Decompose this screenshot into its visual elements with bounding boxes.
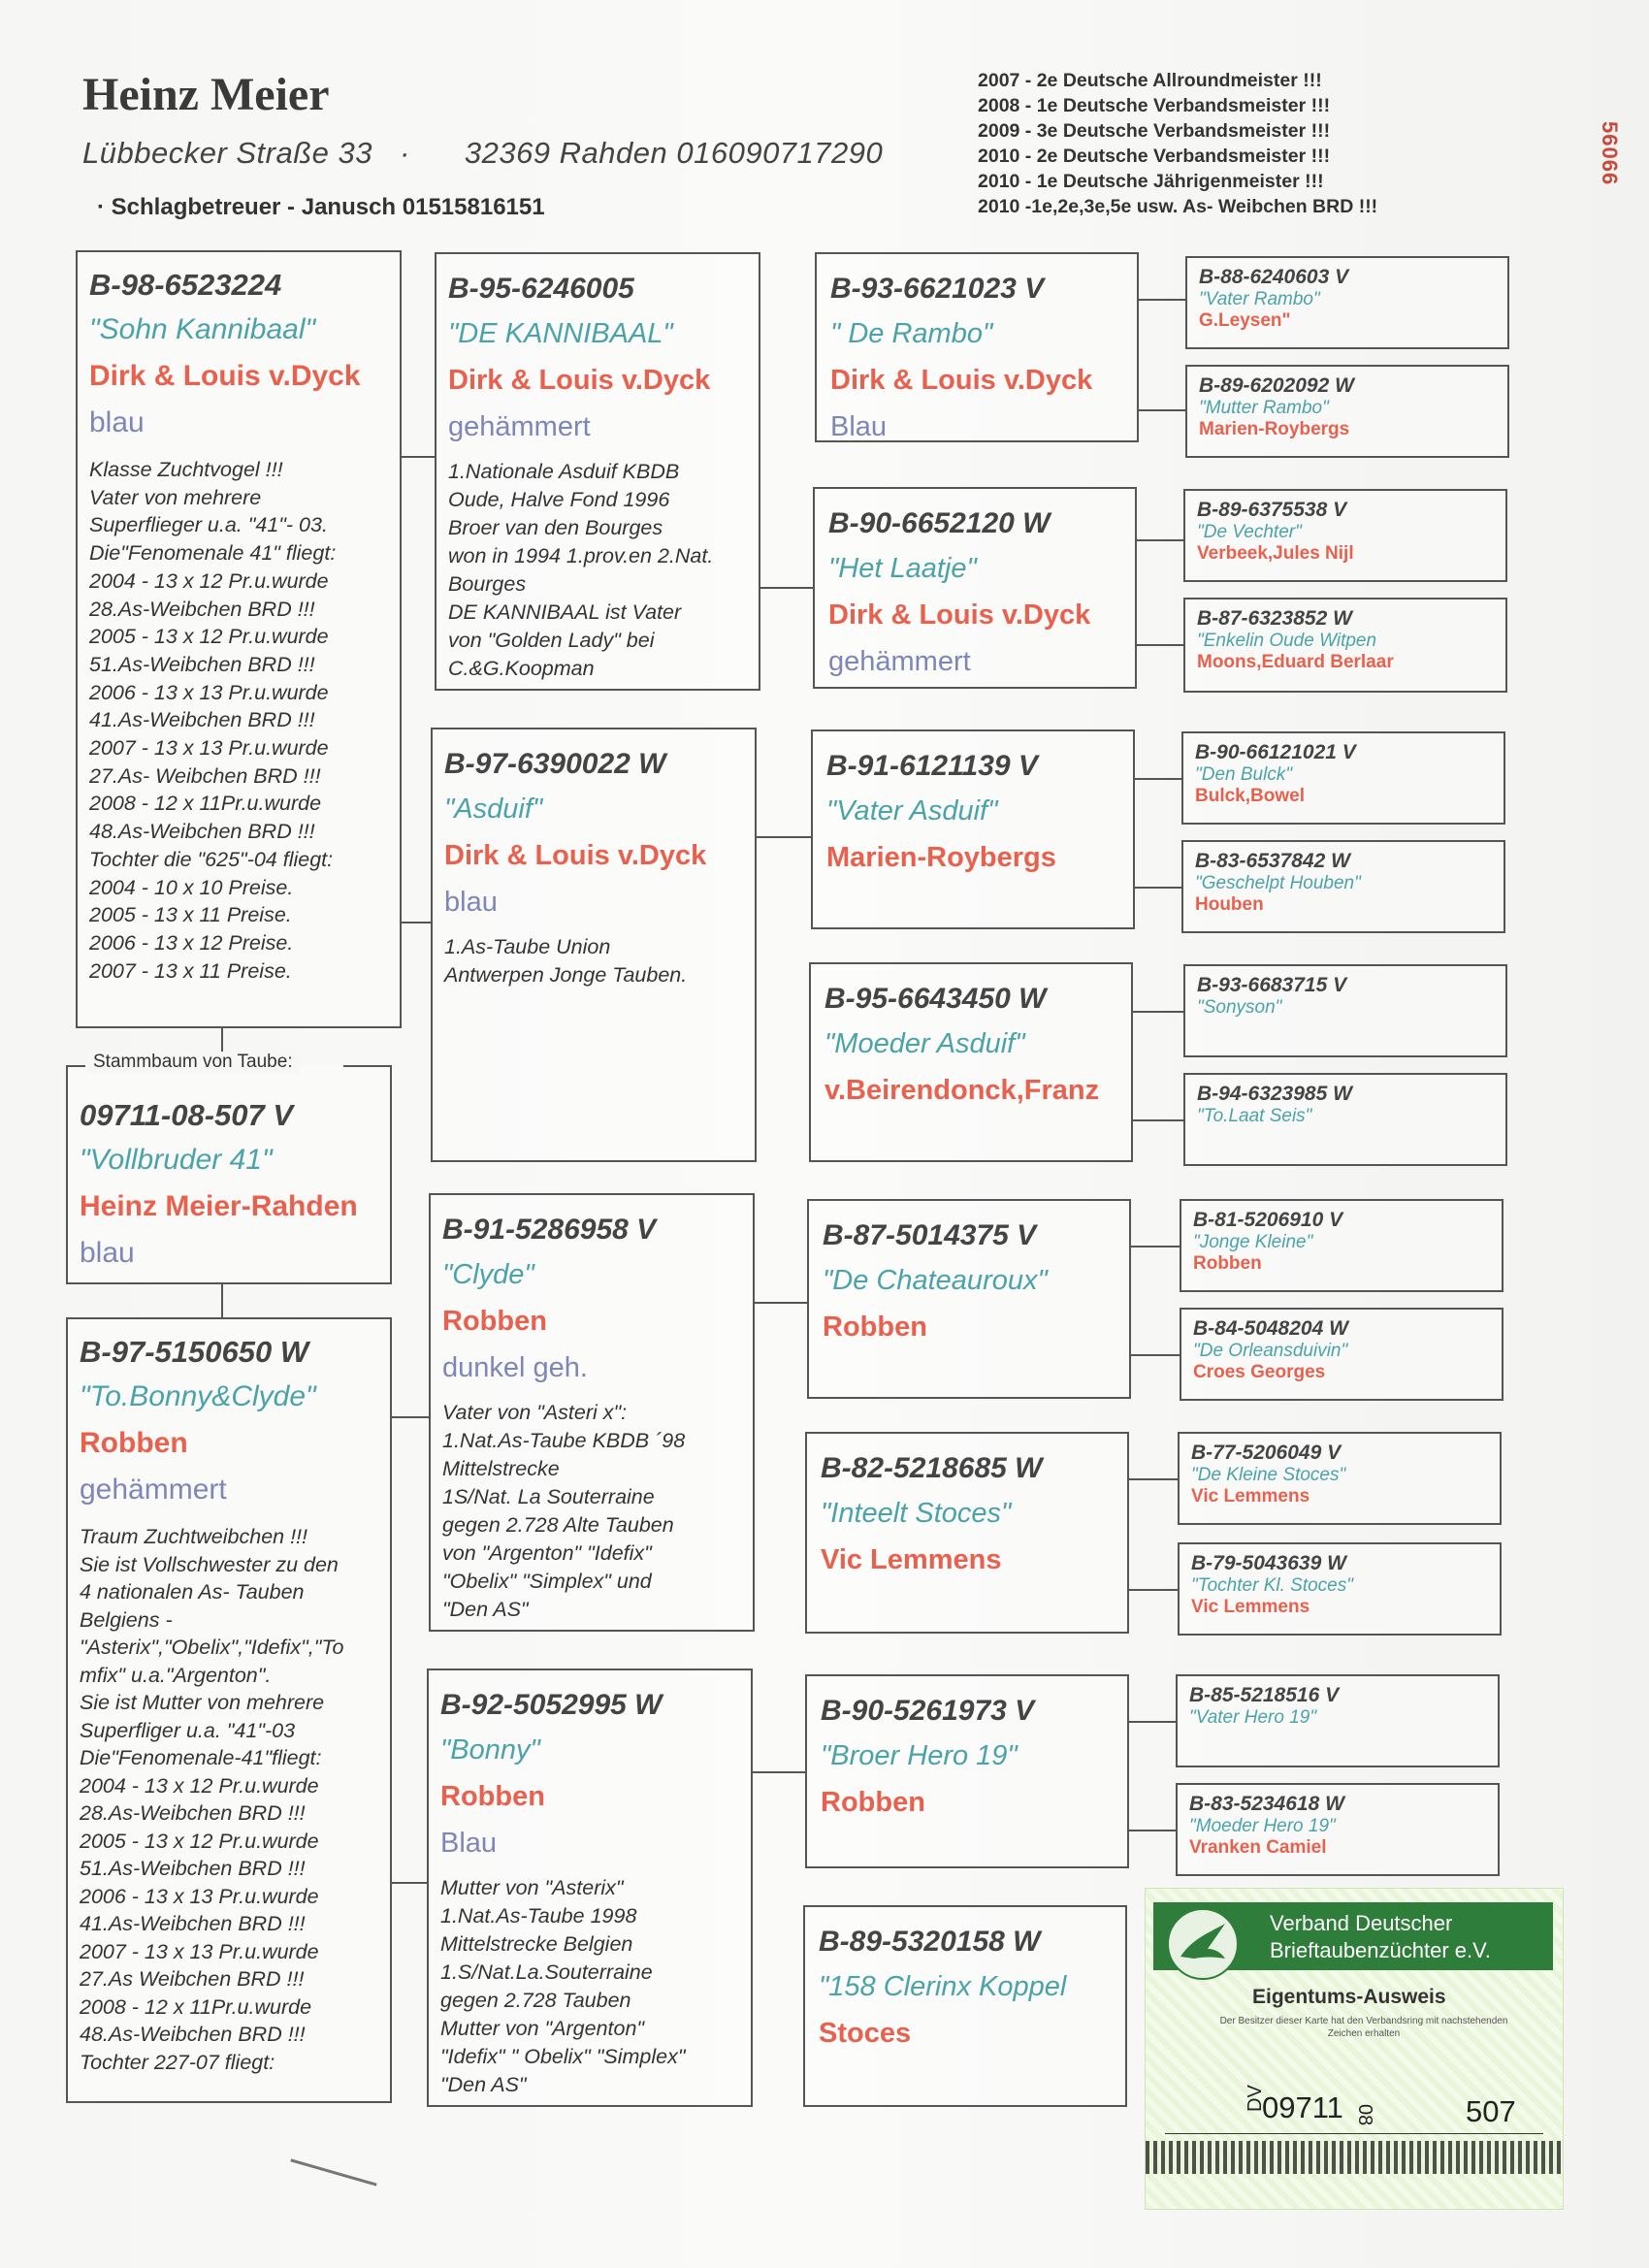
ring-number: B-95-6246005 [448, 273, 634, 305]
breeder: Robben [1193, 1253, 1262, 1274]
subject-name: "Vollbruder 41" [80, 1144, 273, 1176]
note-line: 41.As-Weibchen BRD !!! [89, 708, 315, 732]
grandparent-box [431, 728, 757, 1162]
note-line: 2008 - 12 x 11Pr.u.wurde [89, 792, 322, 816]
note-line: 2005 - 13 x 12 Pr.u.wurde [89, 625, 329, 649]
note-line: Superflieger u.a. "41"- 03. [89, 513, 328, 537]
achievement-item: 2009 - 3e Deutsche Verbandsmeister !!! [978, 120, 1331, 142]
card-title-line: Verband Deutscher [1270, 1911, 1453, 1935]
ring-number: B-91-5286958 V [442, 1214, 657, 1246]
ring-number: B-87-6323852 W [1197, 607, 1352, 630]
ring-number: B-85-5218516 V [1189, 1684, 1340, 1706]
ring-number: B-93-6621023 V [830, 273, 1045, 305]
note-line: 48.As-Weibchen BRD !!! [89, 820, 315, 844]
breeder: Vranken Camiel [1189, 1837, 1327, 1858]
pigeon-name: "To.Laat Seis" [1197, 1106, 1312, 1126]
note-line: 2008 - 12 x 11Pr.u.wurde [80, 1994, 312, 2019]
note-line: 48.As-Weibchen BRD !!! [80, 2023, 306, 2046]
pigeon-color: dunkel geh. [442, 1352, 588, 1383]
note-line: 1.S/Nat.La.Souterraine [440, 1960, 653, 1984]
breeder: Vic Lemmens [1191, 1597, 1310, 1617]
connector-line [1129, 1589, 1178, 1591]
gg-grandparent-box [1178, 1542, 1502, 1636]
father-breeder: Dirk & Louis v.Dyck [89, 360, 361, 392]
connector-line [392, 1416, 429, 1418]
breeder: Dirk & Louis v.Dyck [448, 365, 711, 396]
ring-number: B-89-5320158 W [819, 1926, 1041, 1958]
pigeon-name: "Mutter Rambo" [1199, 398, 1329, 418]
note-line: 1.Nationale Asduif KBDB [448, 460, 680, 483]
gg-grandparent-box [1185, 365, 1509, 458]
breeder: v.Beirendonck,Franz [824, 1075, 1100, 1106]
owner-name: Heinz Meier [82, 69, 330, 120]
card-title [1270, 1910, 1491, 1964]
note-line: Mittelstrecke [442, 1457, 560, 1480]
connector-line [1133, 1011, 1183, 1013]
note-line: 51.As-Weibchen BRD !!! [80, 1857, 306, 1880]
breeder: Stoces [819, 2018, 912, 2049]
pigeon-name: "De Kleine Stoces" [1191, 1465, 1346, 1485]
pigeon-name: "Geschelpt Houben" [1195, 873, 1361, 893]
breeder: Vic Lemmens [1191, 1486, 1310, 1507]
note-line: Tochter die "625"-04 fliegt: [89, 847, 334, 871]
connector-line [1129, 1478, 1178, 1480]
gg-grandparent-box [1183, 598, 1507, 693]
connector-line [1137, 539, 1183, 541]
card-divider [1165, 2133, 1543, 2134]
note-line: "Idefix" " Obelix" "Simplex" [440, 2045, 686, 2068]
ring-number: B-91-6121139 V [826, 750, 1038, 782]
pigeon-notes [440, 1874, 739, 2099]
pigeon-name: "Den Bulck" [1195, 764, 1293, 785]
note-line: Mutter von "Asterix" [440, 1876, 624, 1899]
note-line: 51.As-Weibchen BRD !!! [89, 652, 315, 676]
note-line: Die"Fenomenale 41" fliegt: [89, 541, 337, 566]
breeder: Robben [821, 1787, 925, 1818]
connector-line [1135, 887, 1181, 889]
ring-number: B-89-6375538 V [1197, 499, 1347, 521]
pigeon-name: "DE KANNIBAAL" [448, 318, 673, 349]
note-line: Tochter 227-07 fliegt: [80, 2050, 275, 2074]
connector-line [392, 1882, 427, 1884]
breeder: Croes Georges [1193, 1362, 1326, 1382]
note-line: 2004 - 13 x 12 Pr.u.wurde [80, 1773, 319, 1798]
father-ring: B-98-6523224 [89, 268, 282, 302]
card-dv: DV [1245, 2085, 1266, 2112]
note-line: 2007 - 13 x 11 Preise. [89, 958, 292, 983]
note-line: 1S/Nat. La Souterraine [442, 1485, 655, 1508]
card-fine-print: Der Besitzer dieser Karte hat den Verbandsring mit nachstehenden Zeichen erhalten [1219, 2016, 1508, 2039]
breeder: Houben [1195, 894, 1264, 915]
great-grandparent-box [815, 252, 1139, 442]
breeder: Moons,Eduard Berlaar [1197, 652, 1394, 672]
pigeon-color: Blau [830, 411, 888, 442]
owner-city-phone: 32369 Rahden 016090717290 [464, 136, 884, 170]
father-box [76, 250, 402, 1028]
grandparent-box [427, 1669, 753, 2107]
ring-number: B-95-6643450 W [824, 983, 1047, 1015]
owner-street: Lübbecker Straße 33 [82, 136, 373, 170]
breeder: Robben [440, 1781, 545, 1812]
father-color: blau [89, 406, 145, 438]
note-line: Mutter von "Argenton" [440, 2017, 645, 2040]
pigeon-name: "158 Clerinx Koppel [819, 1971, 1067, 2002]
connector-line [66, 1065, 85, 1067]
connector-line [221, 1284, 223, 1317]
breeder: Verbeek,Jules Nijl [1197, 543, 1354, 564]
pigeon-name: "Vater Rambo" [1199, 289, 1320, 309]
pigeon-notes [442, 1399, 741, 1624]
pigeon-name: "De Chateauroux" [823, 1265, 1048, 1296]
father-name: "Sohn Kannibaal" [89, 313, 316, 345]
breeder: Robben [823, 1312, 927, 1343]
card-security-band [1146, 2141, 1563, 2174]
ring-number: B-90-66121021 V [1195, 741, 1356, 763]
loft-manager: · Schlagbetreuer - Janusch 01515816151 [97, 194, 545, 220]
connector-line [1135, 778, 1181, 780]
note-line: 2004 - 10 x 10 Preise. [89, 875, 294, 899]
breeder: Robben [442, 1306, 547, 1337]
note-line: Traum Zuchtweibchen !!! [80, 1525, 307, 1548]
note-line: Sie ist Vollschwester zu den [80, 1552, 339, 1576]
note-line: Mittelstrecke Belgien [440, 1932, 633, 1956]
pigeon-name: "Sonyson" [1197, 997, 1282, 1018]
achievement-item: 2008 - 1e Deutsche Verbandsmeister !!! [978, 95, 1331, 116]
note-line: 41.As-Weibchen BRD !!! [80, 1912, 306, 1935]
note-line: 28.As-Weibchen BRD !!! [80, 1801, 306, 1825]
note-line: "Asterix","Obelix","Idefix","To [80, 1636, 344, 1659]
pigeon-notes [444, 933, 743, 989]
ring-number: B-94-6323985 W [1197, 1083, 1352, 1105]
grandparent-box [435, 252, 760, 691]
note-line: 1.Nat.As-Taube 1998 [440, 1904, 637, 1928]
note-line: gegen 2.728 Alte Tauben [442, 1513, 674, 1537]
pigeon-name: "Tochter Kl. Stoces" [1191, 1575, 1353, 1596]
ring-number: B-77-5206049 V [1191, 1442, 1342, 1464]
connector-line [753, 1771, 805, 1773]
pigeon-name: "Enkelin Oude Witpen [1197, 631, 1377, 651]
achievement-item: 2007 - 2e Deutsche Allroundmeister !!! [978, 70, 1322, 91]
connector-line [1131, 1246, 1180, 1247]
gg-grandparent-box [1176, 1783, 1500, 1876]
gg-grandparent-box [1183, 1073, 1507, 1166]
subject-breeder: Heinz Meier-Rahden [80, 1190, 358, 1222]
connector-line [1139, 409, 1185, 411]
card-club-number: 09711 [1262, 2090, 1343, 2124]
breeder: Dirk & Louis v.Dyck [828, 599, 1091, 631]
subject-color: blau [80, 1237, 135, 1269]
note-line: "Obelix" "Simplex" und [442, 1570, 652, 1593]
note-line: Antwerpen Jonge Tauben. [444, 963, 688, 987]
note-line: 28.As-Weibchen BRD !!! [89, 597, 315, 621]
connector-line [1129, 1721, 1176, 1723]
gg-grandparent-box [1180, 1308, 1504, 1401]
owner-address [82, 136, 910, 171]
connector-line [755, 1302, 807, 1304]
connector-line [402, 922, 431, 923]
pigeon-name: "Bonny" [440, 1734, 540, 1766]
note-line: Oude, Halve Fond 1996 [448, 488, 670, 511]
ring-number: B-87-5014375 V [823, 1219, 1037, 1251]
note-line: mfix" u.a."Argenton". [80, 1663, 272, 1687]
gg-grandparent-box [1181, 731, 1505, 825]
note-line: 2007 - 13 x 13 Pr.u.wurde [80, 1939, 319, 1963]
note-line: Klasse Zuchtvogel !!! [89, 458, 283, 481]
gg-grandparent-box [1185, 256, 1509, 349]
note-line: 1.As-Taube Union [444, 935, 611, 958]
note-line: 2006 - 13 x 13 Pr.u.wurde [80, 1884, 319, 1908]
breeder: Dirk & Louis v.Dyck [444, 840, 707, 871]
great-grandparent-box [803, 1905, 1127, 2107]
ring-number: B-92-5052995 W [440, 1689, 663, 1721]
note-line: von "Golden Lady" bei [448, 629, 655, 652]
pigeon-color: gehämmert [828, 646, 971, 677]
achievement-item: 2010 - 2e Deutsche Verbandsmeister !!! [978, 146, 1331, 167]
pigeon-name: "Inteelt Stoces" [821, 1498, 1012, 1529]
dove-logo-icon [1167, 1908, 1239, 1980]
gg-grandparent-box [1181, 840, 1505, 933]
great-grandparent-box [811, 729, 1135, 929]
ring-number: B-81-5206910 V [1193, 1209, 1343, 1231]
note-line: Vater von mehrere [89, 485, 262, 509]
note-line: "Den AS" [442, 1598, 529, 1621]
great-grandparent-box [807, 1199, 1131, 1399]
connector-line [402, 456, 435, 458]
breeder: Marien-Roybergs [826, 842, 1056, 873]
mother-color: gehämmert [80, 1474, 227, 1506]
connector-line [1137, 644, 1183, 646]
gg-grandparent-box [1180, 1199, 1504, 1292]
ring-number: B-97-6390022 W [444, 748, 666, 780]
note-line: Broer van den Bourges [448, 516, 663, 539]
side-code: 56066 [1598, 121, 1622, 186]
connector-line [1129, 1830, 1176, 1831]
note-line: "Den AS" [440, 2073, 527, 2096]
great-grandparent-box [805, 1432, 1129, 1634]
pigeon-name: " De Rambo" [830, 318, 993, 349]
note-line: 2004 - 13 x 12 Pr.u.wurde [89, 568, 329, 593]
great-grandparent-box [809, 962, 1133, 1162]
note-line: won in 1994 1.prov.en 2.Nat. [448, 544, 714, 567]
staple-mark [290, 2158, 376, 2186]
note-line: 2006 - 13 x 13 Pr.u.wurde [89, 680, 329, 704]
pigeon-color: gehämmert [448, 411, 591, 442]
note-line: Superfliger u.a. "41"-03 [80, 1718, 296, 1742]
pigeon-name: "Het Laatje" [828, 553, 977, 584]
connector-line [1139, 299, 1185, 301]
gg-grandparent-box [1178, 1432, 1502, 1525]
achievement-item: 2010 -1e,2e,3e,5e usw. As- Weibchen BRD !!! [978, 196, 1378, 217]
connector-line [1133, 1119, 1183, 1121]
grandparent-box [429, 1193, 755, 1632]
stammbaum-label: Stammbaum von Taube: [87, 1052, 299, 1073]
address-separator: · [400, 136, 410, 170]
ring-number: B-90-5261973 V [821, 1695, 1035, 1727]
achievements-list [978, 68, 1377, 219]
connector-line [1131, 1354, 1180, 1356]
pigeon-color: Blau [440, 1828, 498, 1859]
pigeon-name: "Vater Asduif" [826, 795, 998, 826]
note-line: 4 nationalen As- Tauben [80, 1580, 305, 1604]
ring-number: B-79-5043639 W [1191, 1552, 1346, 1574]
mother-box [66, 1317, 392, 2103]
ownership-card [1145, 1888, 1564, 2210]
ring-number: B-84-5048204 W [1193, 1317, 1348, 1340]
breeder: Bulck,Bowel [1195, 786, 1305, 806]
card-ring-number: 507 [1466, 2094, 1516, 2128]
pigeon-name: "De Orleansduivin" [1193, 1341, 1348, 1361]
pigeon-name: "Broer Hero 19" [821, 1740, 1018, 1771]
ring-number: B-82-5218685 W [821, 1452, 1043, 1484]
note-line: Bourges [448, 572, 527, 596]
note-line: DE KANNIBAAL ist Vater [448, 600, 682, 624]
note-line: C.&G.Koopman [448, 657, 595, 680]
card-subtitle: Eigentums-Ausweis [1252, 1986, 1446, 2008]
note-line: gegen 2.728 Tauben [440, 1989, 631, 2012]
pigeon-name: "Jonge Kleine" [1193, 1232, 1313, 1252]
note-line: 27.As- Weibchen BRD !!! [89, 763, 321, 788]
mother-name: "To.Bonny&Clyde" [80, 1380, 316, 1412]
note-line: 2005 - 13 x 12 Pr.u.wurde [80, 1829, 319, 1853]
connector-line [760, 587, 815, 589]
card-header [1153, 1902, 1553, 1970]
breeder: Marien-Roybergs [1199, 419, 1350, 439]
gg-grandparent-box [1183, 964, 1507, 1057]
connector-line [343, 1065, 392, 1067]
ring-number: B-90-6652120 W [828, 507, 1051, 539]
breeder: Vic Lemmens [821, 1544, 1002, 1575]
mother-notes [80, 1523, 378, 2076]
note-line: Belgiens - [80, 1607, 173, 1632]
pigeon-name: "Vater Hero 19" [1189, 1707, 1317, 1728]
mother-ring: B-97-5150650 W [80, 1335, 309, 1369]
note-line: Sie ist Mutter von mehrere [80, 1691, 325, 1714]
card-year: 08 [1354, 2104, 1375, 2126]
pigeon-name: "Asduif" [444, 794, 543, 825]
ring-number: B-83-6537842 W [1195, 850, 1350, 872]
breeder: Dirk & Louis v.Dyck [830, 365, 1093, 396]
great-grandparent-box [813, 487, 1137, 689]
subject-box [66, 1065, 392, 1284]
subject-ring: 09711-08-507 V [80, 1098, 294, 1132]
father-notes [89, 456, 388, 985]
note-line: 2007 - 13 x 13 Pr.u.wurde [89, 736, 329, 761]
note-line: Die"Fenomenale-41"fliegt: [80, 1746, 322, 1769]
note-line: 2006 - 13 x 12 Preise. [89, 930, 294, 955]
gg-grandparent-box [1176, 1674, 1500, 1767]
mother-breeder: Robben [80, 1427, 188, 1459]
gg-grandparent-box [1183, 489, 1507, 582]
card-title-line: Brieftaubenzüchter e.V. [1270, 1938, 1491, 1962]
breeder: G.Leysen" [1199, 310, 1291, 331]
note-line: 27.As Weibchen BRD !!! [80, 1967, 305, 1991]
ring-number: B-88-6240603 V [1199, 266, 1349, 288]
pigeon-color: blau [444, 887, 498, 918]
pigeon-notes [448, 458, 747, 683]
ring-number: B-89-6202092 W [1199, 374, 1354, 397]
pigeon-name: "Moeder Hero 19" [1189, 1816, 1336, 1836]
achievement-item: 2010 - 1e Deutsche Jährigenmeister !!! [978, 171, 1324, 192]
note-line: Vater von "Asteri x": [442, 1401, 628, 1424]
ring-number: B-93-6683715 V [1197, 974, 1347, 996]
connector-line [757, 836, 811, 838]
note-line: von "Argenton" "Idefix" [442, 1541, 652, 1565]
pigeon-name: "Moeder Asduif" [824, 1028, 1025, 1059]
ring-number: B-83-5234618 W [1189, 1793, 1344, 1815]
note-line: 1.Nat.As-Taube KBDB ´98 [442, 1429, 686, 1452]
pigeon-name: "Clyde" [442, 1259, 534, 1290]
note-line: 2005 - 13 x 11 Preise. [89, 903, 292, 927]
great-grandparent-box [805, 1674, 1129, 1868]
pigeon-name: "De Vechter" [1197, 522, 1302, 542]
